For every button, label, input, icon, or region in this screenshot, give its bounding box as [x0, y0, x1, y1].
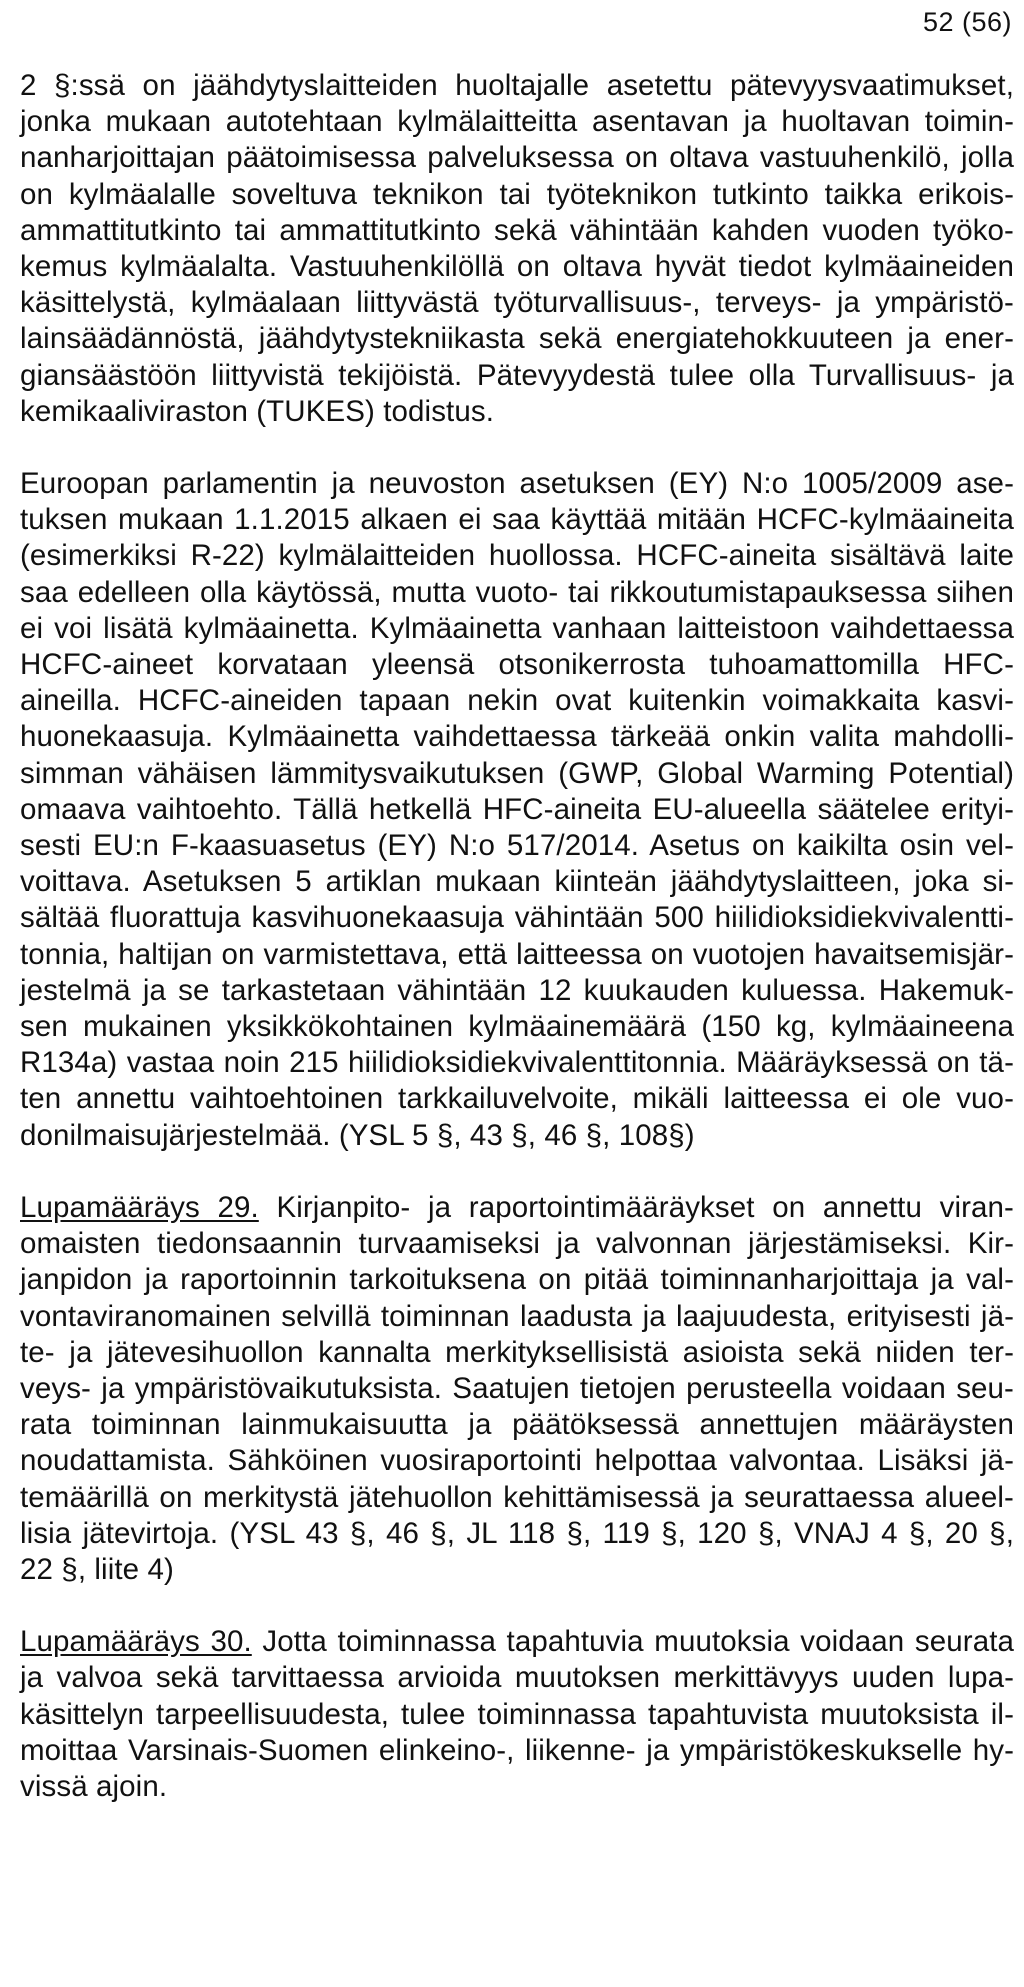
text-line: kemus kylmäalalta. Vastuuhenkilöllä on oltava hyvät tiedot kylmäaineiden	[20, 250, 1014, 284]
text-line: nanharjoittajan päätoimisessa palveluksessa on oltava vastuuhenkilö, jolla	[20, 141, 1014, 175]
text-line: lainsäädännöstä, jäähdytystekniikasta sekä energiatehokkuuteen ja ener-	[20, 322, 1014, 356]
text-line: huonekaasuja. Kylmäainetta vaihdettaessa tärkeää onkin valita mahdolli-	[20, 720, 1014, 754]
text-line: 22 §, liite 4)	[20, 1552, 174, 1586]
text-line: Euroopan parlamentin ja neuvoston asetuksen (EY) N:o 1005/2009 ase-	[20, 467, 1014, 501]
section-label: Lupamääräys 30.	[20, 1625, 252, 1659]
text-line: janpidon ja raportoinnin tarkoituksena on pitää toiminnanharjoittaja ja val-	[20, 1263, 1014, 1297]
text-line: simman vähäisen lämmitysvaikutuksen (GWP, Global Warming Potential)	[20, 756, 1014, 790]
text-line: (esimerkiksi R-22) kylmälaitteiden huollossa. HCFC-aineita sisältävä laite	[20, 539, 1014, 573]
text-line: R134a) vastaa noin 215 hiilidioksidiekvivalenttitonnia. Määräyksessä on tä-	[20, 1046, 1014, 1080]
text-line: voittava. Asetuksen 5 artiklan mukaan kiinteän jäähdytyslaitteen, joka si-	[20, 865, 1014, 899]
text-line: ja valvoa sekä tarvittaessa arvioida muutoksen merkittävyys uuden lupa-	[20, 1661, 1014, 1695]
text-line: 2 §:ssä on jäähdytyslaitteiden huoltajalle asetettu pätevyysvaatimukset,	[20, 69, 1014, 102]
text-line: ten annettu vaihtoehtoinen tarkkailuvelvoite, mikäli laitteessa ei ole vuo-	[20, 1082, 1014, 1116]
text-line: tuksen mukaan 1.1.2015 alkaen ei saa käyttää mitään HCFC-kylmäaineita	[20, 503, 1014, 537]
text-line: aineilla. HCFC-aineiden tapaan nekin ovat kuitenkin voimakkaita kasvi-	[20, 684, 1014, 718]
page-number: 52 (56)	[922, 7, 1012, 37]
text-line: ei voi lisätä kylmäainetta. Kylmäainetta vanhaan laitteistoon vaihdettaessa	[20, 611, 1014, 645]
text-line: temäärillä on merkitystä jätehuollon kehittämisessä ja seurattaessa alueel-	[20, 1480, 1014, 1514]
text-fragment: Kirjanpito- ja raportointimääräykset on annettu viran-	[258, 1190, 1014, 1224]
text-line: donilmaisujärjestelmää. (YSL 5 §, 43 §, 46 §, 108§)	[20, 1118, 695, 1152]
text-line: omaava vaihtoehto. Tällä hetkellä HFC-aineita EU-alueella säätelee erityi-	[20, 792, 1014, 826]
paragraph-hcfc-regulation	[20, 466, 1014, 1154]
text-line: on kylmäalalle soveltuva teknikon tai työteknikon tutkinto taikka erikois-	[20, 177, 1014, 211]
text-line: noudattamista. Sähköinen vuosiraportointi helpottaa valvontaa. Lisäksi jä-	[20, 1444, 1014, 1478]
text-line: sen mukainen yksikkökohtainen kylmäainemäärä (150 kg, kylmäaineena	[20, 1010, 1014, 1044]
text-line: omaisten tiedonsaannin turvaamiseksi ja valvonnan järjestämiseksi. Kir-	[20, 1227, 1014, 1261]
text-line	[20, 1190, 1014, 1226]
text-line: tonnia, haltijan on varmistettava, että laitteessa on vuotojen havaitsemisjär-	[20, 937, 1014, 971]
text-line: veys- ja ympäristövaikutuksista. Saatujen tietojen perusteella voidaan seu-	[20, 1371, 1014, 1405]
text-line: lisia jätevirtoja. (YSL 43 §, 46 §, JL 118 §, 119 §, 120 §, VNAJ 4 §, 20 §,	[20, 1516, 1014, 1550]
text-line: te- ja jätevesihuollon kannalta merkityksellisistä asioista sekä niiden ter-	[20, 1335, 1014, 1369]
text-line	[20, 1624, 1014, 1660]
text-line: vontaviranomainen selvillä toiminnan laadusta ja laajuudesta, erityisesti jä-	[20, 1299, 1014, 1333]
text-line: sältää fluorattuja kasvihuonekaasuja vähintään 500 hiilidioksidiekvivalentti-	[20, 901, 1014, 935]
text-line: rata toiminnan lainmukaisuutta ja päätöksessä annettujen määräysten	[20, 1408, 1014, 1442]
text-line: jonka mukaan autotehtaan kylmälaitteitta asentavan ja huoltavan toimin-	[20, 105, 1014, 139]
text-line: kemikaaliviraston (TUKES) todistus.	[20, 394, 495, 428]
text-line: käsittelyn tarpeellisuudesta, tulee toiminnassa tapahtuvista muutoksista il-	[20, 1697, 1014, 1731]
document-body	[20, 68, 1014, 1805]
text-line: HCFC-aineet korvataan yleensä otsonikerrosta tuhoamattomilla HFC-	[20, 648, 1014, 682]
text-line: ammattitutkinto tai ammattitutkinto sekä vähintään kahden vuoden työko-	[20, 213, 1014, 247]
text-line: käsittelystä, kylmäalaan liittyvästä työturvallisuus-, terveys- ja ympäristö-	[20, 286, 1014, 320]
paragraph-lupamaarays-30	[20, 1624, 1014, 1805]
text-line: moittaa Varsinais-Suomen elinkeino-, liikenne- ja ympäristökeskukselle hy-	[20, 1733, 1014, 1767]
text-fragment: Jotta toiminnassa tapahtuvia muutoksia voidaan seurata	[251, 1625, 1014, 1659]
text-line: sesti EU:n F-kaasuasetus (EY) N:o 517/2014. Asetus on kaikilta osin vel-	[20, 829, 1014, 863]
text-line: jestelmä ja se tarkastetaan vähintään 12 kuukauden kuluessa. Hakemuk-	[20, 973, 1014, 1007]
section-label: Lupamääräys 29.	[20, 1190, 259, 1224]
text-line: giansäästöön liittyvistä tekijöistä. Pätevyydestä tulee olla Turvallisuus- ja	[20, 358, 1014, 392]
text-line: vissä ajoin.	[20, 1769, 168, 1803]
text-line: saa edelleen olla käytössä, mutta vuoto- tai rikkoutumistapauksessa siihen	[20, 575, 1014, 609]
paragraph-refrigeration-qualifications	[20, 68, 1014, 430]
paragraph-lupamaarays-29	[20, 1190, 1014, 1588]
